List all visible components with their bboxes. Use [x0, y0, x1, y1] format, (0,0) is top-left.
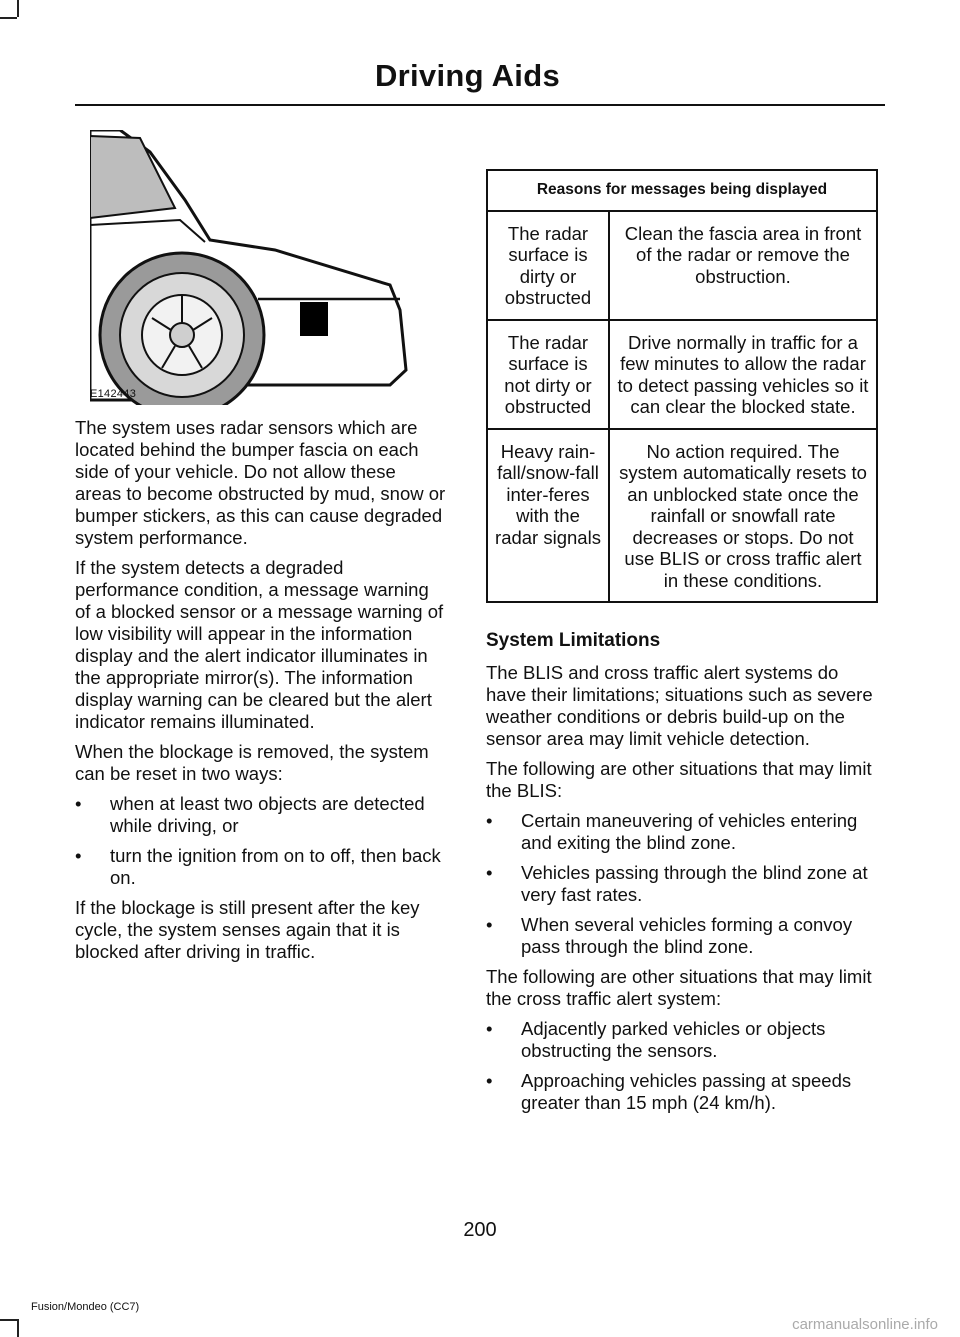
radar-sensor [300, 302, 328, 336]
header-divider [75, 104, 885, 106]
paragraph: The following are other situations that may limit the cross traffic alert system: [486, 966, 872, 1009]
page-number: 200 [463, 1219, 497, 1241]
cause-cell: Heavy rain-fall/snow-fall inter-feres with the radar signals [487, 429, 609, 603]
paragraph: The system uses radar sensors which are located behind the bumper fascia on each side of your vehicle. Do not allow these areas to become obstructed by mud, snow or bumper stickers, as this can cause degraded system performance. [75, 417, 446, 548]
list-item: • turn the ignition from on to off, then back on. [75, 845, 441, 888]
bullet: • [75, 793, 82, 814]
blis-limitations-list [486, 810, 880, 958]
list-item: • Adjacently parked vehicles or objects obstructing the sensors. [486, 1018, 826, 1061]
paragraph: If the system detects a degraded performance condition, a message warning of a blocked sensor or a message warning of low visibility will appear in the information display and the alert indicator illuminates in the appropriate mirror(s). The information display warning can be cleared but the alert indicator remains illuminated. [75, 557, 444, 732]
paragraph: If the blockage is still present after the key cycle, the system senses again that it is blocked after driving in traffic. [75, 897, 420, 962]
bullet: • [486, 1018, 493, 1039]
figure-label: E142443 [90, 388, 137, 400]
list-item: • when at least two objects are detected while driving, or [75, 793, 425, 836]
table-row [487, 429, 877, 603]
section-heading: System Limitations [486, 630, 661, 651]
cta-limitations-list [486, 1018, 880, 1114]
crop-mark [0, 17, 17, 19]
paragraph: The following are other situations that may limit the BLIS: [486, 758, 872, 801]
table-row [487, 320, 877, 429]
table-row [487, 211, 877, 320]
cause-cell: The radar surface is not dirty or obstructed [487, 320, 609, 429]
list-item: • When several vehicles forming a convoy pass through the blind zone. [486, 914, 853, 957]
bullet: • [486, 862, 493, 883]
crop-mark [17, 0, 19, 17]
list-item: • Vehicles passing through the blind zone at very fast rates. [486, 862, 868, 905]
crop-mark [17, 1319, 19, 1337]
watermark: carmanualsonline.info [792, 1316, 938, 1333]
list-item: • Approaching vehicles passing at speeds greater than 15 mph (24 km/h). [486, 1070, 852, 1113]
action-cell: Clean the fascia area in front of the radar or remove the obstruction. [609, 211, 877, 320]
bullet: • [486, 1070, 493, 1091]
reset-methods-list [75, 793, 447, 889]
cause-cell: The radar surface is dirty or obstructed [487, 211, 609, 320]
left-column-text [75, 417, 447, 971]
list-item: • Certain maneuvering of vehicles entering and exiting the blind zone. [486, 810, 858, 853]
page-title: Driving Aids [374, 58, 560, 93]
bullet: • [486, 914, 493, 935]
footer-model: Fusion/Mondeo (CC7) [31, 1301, 140, 1313]
bullet: • [75, 845, 82, 866]
paragraph: The BLIS and cross traffic alert systems do have their limitations; situations such as severe weather conditions or debris build-up on the sensor area may limit vehicle detection. [486, 662, 873, 749]
paragraph: When the blockage is removed, the system can be reset in two ways: [75, 741, 429, 784]
bullet: • [486, 810, 493, 831]
table-header: Reasons for messages being displayed [487, 170, 877, 211]
vehicle-rear-illustration [90, 130, 445, 405]
action-cell: Drive normally in traffic for a few minutes to allow the radar to detect passing vehicles so it can clear the blocked state. [609, 320, 877, 429]
reasons-table [486, 169, 878, 603]
crop-mark [0, 1319, 17, 1321]
action-cell: No action required. The system automatically resets to an unblocked state once the rainfall or snowfall rate decreases or stops. Do not use BLIS or cross traffic alert in these conditions. [609, 429, 877, 603]
right-column-text [486, 630, 880, 1122]
